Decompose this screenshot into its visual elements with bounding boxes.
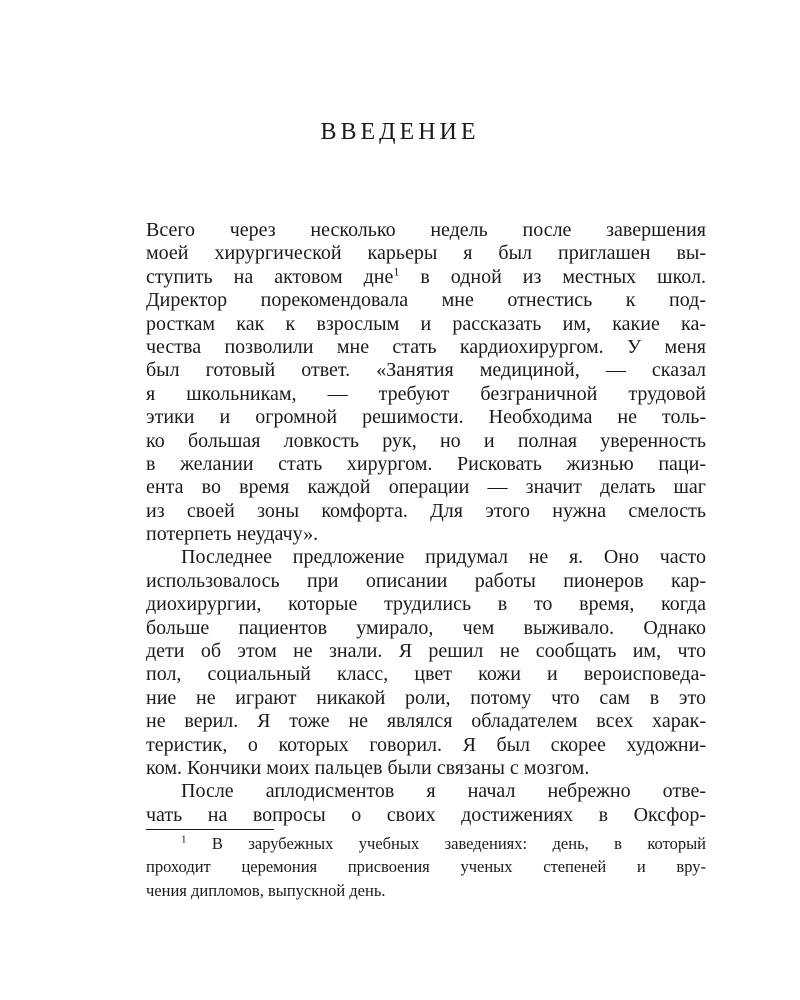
text-line: пол, социальный класс, цвет кожи и вероисповеда- [146,663,706,686]
text-line: ком. Кончики моих пальцев были связаны с мозгом. [146,756,590,779]
chapter-title: ВВЕДЕНИЕ [320,119,480,145]
text-fragment: ступить на актовом дне [146,265,394,288]
footnote-text: В зарубежных учебных заведениях: день, в который [186,834,706,853]
text-line: чать на вопросы о своих достижениях в Оксфор- [146,803,706,826]
text-line: больше пациентов умирало, чем выживало. Однако [146,616,706,639]
text-line: теристик, о которых говорил. Я был скорее художни- [146,733,706,756]
footnote-line [146,833,706,856]
text-line: ние не играют никакой роли, потому что сам в это [146,686,706,709]
footnote-line: проходит церемония присвоения ученых степеней и вру- [146,857,706,877]
text-line: ента во время каждой операции — значит делать шаг [146,476,706,499]
text-line: Последнее предложение придумал не я. Оно часто [181,546,706,569]
text-line: Директор порекомендовала мне отнестись к под- [146,289,706,312]
text-line: моей хирургической карьеры я был приглашен вы- [146,242,706,265]
text-line: не верил. Я тоже не являлся обладателем всех харак- [146,710,706,733]
text-line: был готовый ответ. «Занятия медициной, — сказал [146,359,706,382]
text-line: я школьникам, — требуют безграничной трудовой [146,382,706,405]
footnote [146,833,706,903]
footnote-mark: 1 [181,833,187,846]
footnote-line: чения дипломов, выпускной день. [146,880,386,900]
text-line-with-footnote-ref [146,266,706,289]
text-line: диохирургии, которые трудились в то время, когда [146,593,706,616]
text-line: росткам как к взрослым и рассказать им, какие ка- [146,312,706,335]
text-fragment: в одной из местных школ. [399,265,706,288]
text-line: в желании стать хирургом. Рисковать жизнью паци- [146,452,706,475]
text-line: чества позволили мне стать кардиохирургом. У меня [146,335,706,358]
text-line: ко большая ловкость рук, но и полная уверенность [146,429,706,452]
text-line: Всего через несколько недель после завершения [146,219,706,241]
text-line: После аплодисментов я начал небрежно отве- [181,780,706,803]
footnote-divider [146,829,274,830]
text-line: дети об этом не знали. Я решил не сообщать им, что [146,640,706,663]
text-line: потерпеть неудачу». [146,523,319,546]
text-line: использовалось при описании работы пионеров кар- [146,569,706,592]
text-line: этики и огромной решимости. Необходима не толь- [146,406,706,429]
text-line: из своей зоны комфорта. Для этого нужна смелость [146,499,706,522]
footnote-reference[interactable]: 1 [393,264,400,279]
body-text [146,219,706,827]
